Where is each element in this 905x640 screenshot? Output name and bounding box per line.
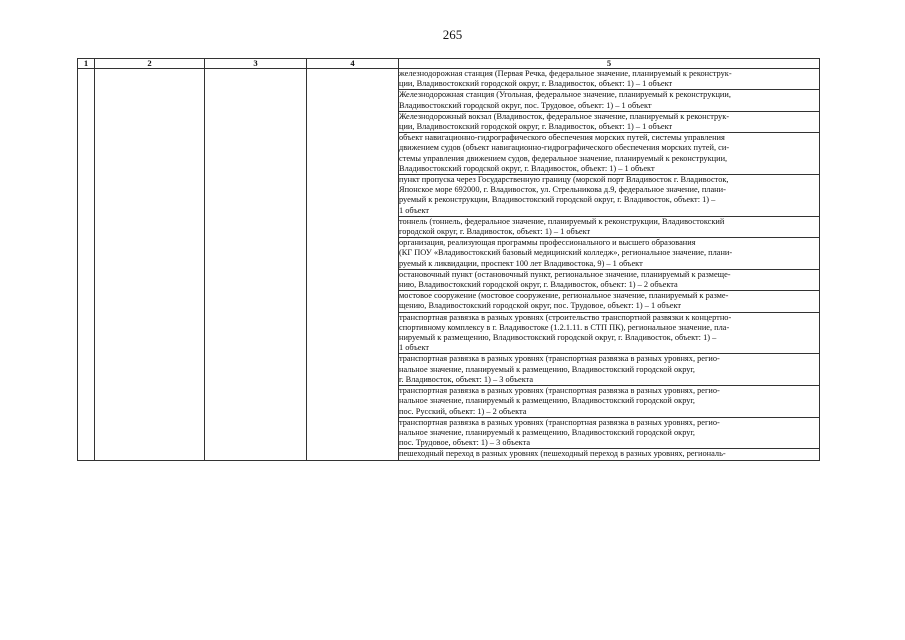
entry-text-line: транспортная развязка в разных уровнях (транспортная развязка в разных уровнях, регио- (399, 417, 720, 427)
column-header-1: 1 (78, 59, 95, 69)
entry-text-line: мостовое сооружение (мостовое сооружение, региональное значение, планируемый к разме- (399, 291, 729, 301)
entry-cell (399, 133, 820, 175)
entry-text-line: щению, Владивостокский городской округ, пос. Трудовое, объект: 1) – 1 объект (399, 301, 682, 311)
entry-text-line: Японское море 692000, г. Владивосток, ул. Стрельникова д.9, федеральное значение, плани- (399, 185, 726, 195)
entry-text-line: железнодорожная станция (Первая Речка, федеральное значение, планируемый к реконструк- (399, 69, 732, 78)
entry-text-line: стемы управления движением судов, федеральное значение, планируемый к реконструкции, (399, 153, 728, 163)
entry-cell (399, 449, 820, 460)
entry-text-line: (КГ ПОУ «Владивостокский базовый медицинский колледж», региональное значение, плани- (399, 248, 733, 258)
entry-cell (399, 111, 820, 132)
entry-text-line: нальное значение, планируемый к размещению, Владивостокский городской округ, (399, 364, 695, 374)
entry-text-line: нальное значение, планируемый к размещению, Владивостокский городской округ, (399, 396, 695, 406)
entry-text-line: г. Владивосток, объект: 1) – 3 объекта (399, 374, 534, 384)
entry-text-line: пешеходный переход в разных уровнях (пешеходный переход в разных уровнях, региональ- (399, 449, 726, 459)
entry-cell (399, 238, 820, 270)
column-header-2: 2 (95, 59, 205, 69)
entry-text-line: движением судов (объект навигационно-гидрографического обеспечения морских путей, си- (399, 143, 730, 153)
document-table (77, 58, 820, 461)
entry-text-line: нируемый к размещению, Владивостокский городской округ, г. Владивосток, объект: 1) – (399, 333, 717, 343)
entry-text-line: Железнодорожная станция (Угольная, федеральное значение, планируемый к реконструкции, (399, 90, 731, 100)
column-header-5: 5 (399, 59, 820, 69)
entry-text-line: 1 объект (399, 205, 430, 215)
entry-cell (399, 269, 820, 290)
table-body (78, 69, 820, 461)
entry-cell (399, 90, 820, 111)
entry-text-line: объект навигационно-гидрографического обеспечения морских путей, системы управления (399, 133, 725, 143)
header-row (78, 59, 820, 69)
empty-cell-col3 (205, 69, 307, 461)
empty-cell-col1 (78, 69, 95, 461)
entry-text-line: Железнодорожный вокзал (Владивосток, федеральное значение, планируемый к реконструк- (399, 111, 730, 121)
entry-text-line: ции, Владивостокский городской округ, г. Владивосток, объект: 1) – 1 объект (399, 79, 673, 89)
entry-text-line: пункт пропуска через Государственную границу (морской порт Владивосток г. Владивосток, (399, 175, 729, 185)
entry-text-line: организация, реализующая программы профессионального и высшего образования (399, 238, 696, 248)
entry-text-line: спортивному комплексу в г. Владивостоке (1.2.1.11. в СТП ПК), региональное значение, пла- (399, 322, 730, 332)
entry-text-line: ции, Владивостокский городской округ, г. Владивосток, объект: 1) – 1 объект (399, 122, 673, 132)
entry-text-line: пос. Русский, объект: 1) – 2 объекта (399, 406, 527, 416)
entry-text-line: пос. Трудовое, объект: 1) – 3 объекта (399, 438, 531, 448)
entry-text-line: руемый к реконструкции, Владивостокский городской округ, г. Владивосток, объект: 1) – (399, 195, 716, 205)
column-header-4: 4 (307, 59, 399, 69)
entry-cell (399, 386, 820, 418)
entry-text-line: Владивостокский городской округ, пос. Трудовое, объект: 1) – 1 объект (399, 100, 652, 110)
empty-cell-col2 (95, 69, 205, 461)
entry-text-line: транспортная развязка в разных уровнях (транспортная развязка в разных уровнях, регио- (399, 354, 720, 364)
page-number: 265 (442, 27, 463, 42)
entry-text-line: транспортная развязка в разных уровнях (транспортная развязка в разных уровнях, регио- (399, 386, 720, 396)
entry-text-line: нальное значение, планируемый к размещению, Владивостокский городской округ, (399, 427, 695, 437)
column-header-3: 3 (205, 59, 307, 69)
entry-cell (399, 291, 820, 312)
entry-text-line: Владивостокский городской округ, г. Владивосток, объект: 1) – 1 объект (399, 163, 655, 173)
entry-text-line: транспортная развязка в разных уровнях (строительство транспортной развязки к концертно- (399, 312, 732, 322)
entry-text-line: остановочный пункт (остановочный пункт, региональное значение, планируемый к размеще- (399, 269, 731, 279)
entry-cell (399, 417, 820, 449)
entry-text-line: тоннель (тоннель, федеральное значение, планируемый к реконструкции, Владивостокский (399, 216, 725, 226)
entry-cell (399, 312, 820, 354)
entry-text-line: нию, Владивостокский городской округ, г. Владивосток, объект: 1) – 2 объекта (399, 280, 678, 290)
entry-cell (399, 175, 820, 217)
entry-cell (399, 69, 820, 90)
entry-text-line: 1 объект (399, 343, 430, 353)
empty-cell-col4 (307, 69, 399, 461)
table-row (78, 69, 820, 90)
entry-text-line: руемый к ликвидации, проспект 100 лет Владивостока, 9) – 1 объект (399, 258, 643, 268)
entry-text-line: городской округ, г. Владивосток, объект: 1) – 1 объект (399, 227, 591, 237)
entry-cell (399, 354, 820, 386)
entry-cell (399, 216, 820, 237)
